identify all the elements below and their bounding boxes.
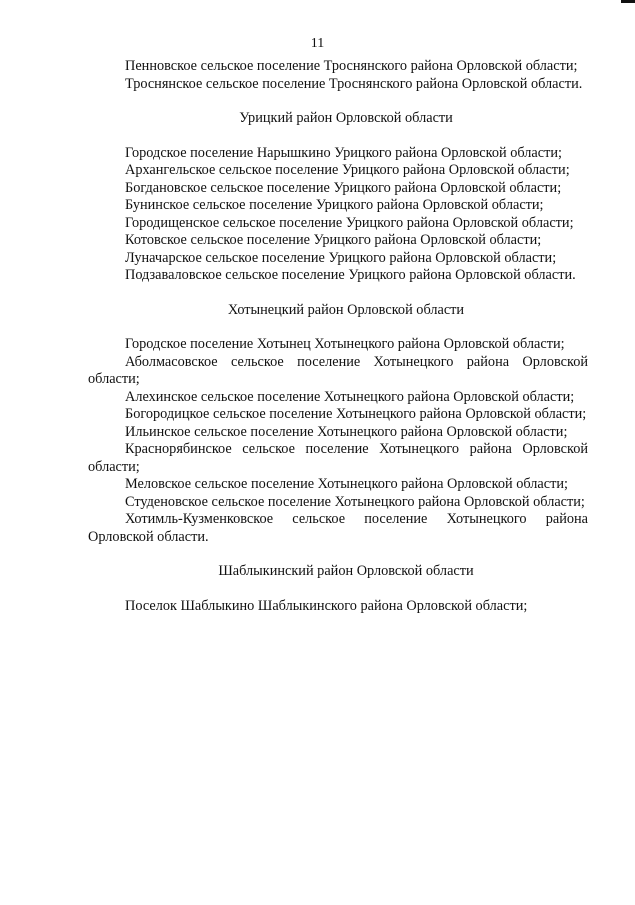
list-item: Богородицкое сельское поселение Хотынецкого района Орловской области;	[125, 406, 587, 422]
list-item: Троснянское сельское поселение Троснянского района Орловской области.	[125, 75, 583, 92]
section-heading-uritsky: Урицкий район Орловской области	[239, 110, 453, 126]
page-number: 11	[310, 36, 325, 51]
list-item: Луначарское сельское поселение Урицкого района Орловской области;	[125, 249, 557, 266]
list-item: Богдановское сельское поселение Урицкого района Орловской области;	[125, 179, 562, 196]
list-item: Хотимль-Кузменковское сельское поселение Хотынецкого района Орловской области.	[88, 511, 588, 545]
list-item: Подзаваловское сельское поселение Урицкого района Орловской области.	[125, 267, 576, 283]
list-item: Краснорябинское сельское поселение Хотынецкого района Орловской области;	[88, 441, 588, 475]
list-item: Пенновское сельское поселение Троснянского района Орловской области;	[125, 58, 578, 74]
list-item: Аболмасовское сельское поселение Хотынецкого района Орловской области;	[88, 353, 588, 387]
list-item: Городищенское сельское поселение Урицкого района Орловской области;	[125, 214, 574, 231]
scan-edge-mark	[621, 0, 635, 3]
document-body	[88, 58, 588, 615]
list-item: Городское поселение Хотынец Хотынецкого района Орловской области;	[125, 336, 565, 352]
list-item: Городское поселение Нарышкино Урицкого района Орловской области;	[125, 144, 562, 161]
list-item: Бунинское сельское поселение Урицкого района Орловской области;	[125, 197, 544, 213]
list-item: Меловское сельское поселение Хотынецкого района Орловской области;	[125, 476, 568, 492]
list-item: Поселок Шаблыкино Шаблыкинского района Орловской области;	[125, 597, 528, 614]
section-heading-khotynetsky: Хотынецкий район Орловской области	[227, 301, 465, 318]
list-item: Студеновское сельское поселение Хотынецкого района Орловской области;	[125, 493, 585, 510]
list-item: Котовское сельское поселение Урицкого района Орловской области;	[125, 232, 542, 248]
section-heading-shablykinsky: Шаблыкинский район Орловской области	[218, 563, 474, 579]
list-item: Алехинское сельское поселение Хотынецкого района Орловской области;	[125, 388, 575, 405]
list-item: Ильинское сельское поселение Хотынецкого района Орловской области;	[125, 423, 568, 440]
list-item: Архангельское сельское поселение Урицкого района Орловской области;	[125, 162, 570, 178]
